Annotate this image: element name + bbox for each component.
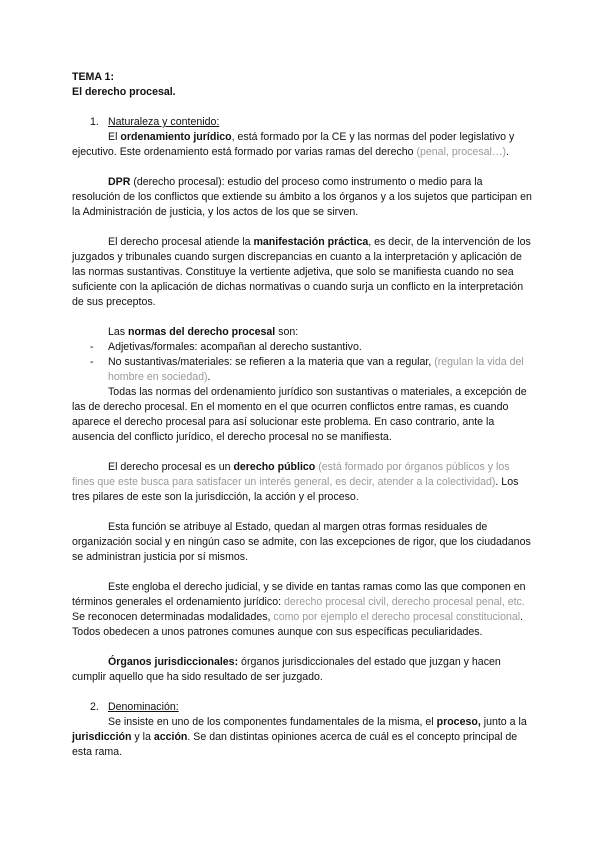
text: El <box>108 131 121 143</box>
text: órganos jurisdiccionales del estado que juzgan y hacen cumplir aquello que ha sido resultado de ser juzgado. <box>72 656 501 683</box>
text: . <box>505 146 509 158</box>
text: Las <box>108 326 129 338</box>
text: . Los tres pilares de este son la jurisdicción, la acción y el proceso. <box>72 476 519 503</box>
text: No sustantivas/materiales: se refieren a la materia que van a regular, <box>108 356 435 368</box>
paragraph-organos <box>72 655 532 685</box>
text: . Todos obedecen a unos patrones comunes aunque con sus específicas peculiaridades. <box>72 611 524 638</box>
paragraph-manifestacion <box>72 235 532 310</box>
dash-bullet: - <box>90 356 94 368</box>
bold-term: jurisdicción <box>72 731 132 743</box>
text: , está formado por la CE y las normas del poder legislativo y ejecutivo. Este ordenamiento está formado por varias ramas del derecho <box>72 131 515 158</box>
section-1-title: Naturaleza y contenido: <box>108 116 220 128</box>
text: y la <box>131 731 154 743</box>
topic-title: El derecho procesal. <box>72 86 176 98</box>
paragraph-ordenamiento <box>72 130 532 160</box>
paragraph-todas-normas: Todas las normas del ordenamiento jurídico son sustantivas o materiales, a excepción de las de derecho procesal. En el momento en el que ocurren conflictos entre ramas, es cuando aparece el derecho procesal para así solucionar este problema. En caso contrario, ante la ausencia del conflicto jurídico, el derecho procesal no se manifiesta. <box>72 386 527 443</box>
paragraph-derecho-judicial <box>72 580 532 640</box>
list-item <box>72 340 532 355</box>
section-1-number: 1. <box>90 116 99 128</box>
list-item <box>72 355 532 385</box>
text: El derecho procesal es un <box>108 461 234 473</box>
grey-note: (penal, procesal…) <box>416 146 506 158</box>
grey-note: (está formado por órganos públicos y los fines que este busca para satisfacer un interés general, es decir, atender a la colectividad) <box>72 461 510 488</box>
grey-note: derecho procesal civil, derecho procesal penal, etc. <box>284 596 525 608</box>
paragraph-funcion-estado: Esta función se atribuye al Estado, quedan al margen otras formas residuales de organización social y en ningún caso se admite, con las excepciones de rigor, que los ciudadanos se administran justicia por sí mismos. <box>72 521 531 563</box>
section-1-heading <box>90 115 532 130</box>
bold-term: DPR <box>108 176 131 188</box>
paragraph-derecho-publico <box>72 460 532 505</box>
bold-term: normas del derecho procesal <box>128 326 276 338</box>
text: son: <box>275 326 299 338</box>
section-2-heading <box>90 700 532 715</box>
section-2-title: Denominación: <box>108 701 179 713</box>
topic-number: TEMA 1: <box>72 71 114 83</box>
bold-term: proceso, <box>436 716 481 728</box>
bold-term: ordenamiento jurídico <box>120 131 232 143</box>
text: Este engloba el derecho judicial, y se divide en tantas ramas como las que componen en términos generales el ordenamiento jurídico: <box>72 581 526 608</box>
text: (derecho procesal): estudio del proceso como instrumento o medio para la resolución de los conflictos que extiende su ámbito a los órganos y a los sujetos que participan en la Administración de justicia, y los actos de los que se sirven. <box>72 176 532 218</box>
section-2-number: 2. <box>90 701 99 713</box>
paragraph-dpr <box>72 175 532 220</box>
paragraph-normas <box>72 325 532 340</box>
text: Se reconocen determinadas modalidades, <box>72 611 274 623</box>
normas-list <box>72 340 532 385</box>
text: junto a la <box>480 716 527 728</box>
text: El derecho procesal atiende la <box>108 236 254 248</box>
grey-note: (regulan la vida del hombre en sociedad) <box>108 356 524 383</box>
text: . Se dan distintas opiniones acerca de cuál es el concepto principal de esta rama. <box>72 731 518 758</box>
text: Adjetivas/formales: acompañan al derecho sustantivo. <box>108 341 362 353</box>
bold-term: manifestación práctica <box>253 236 369 248</box>
bold-term: acción <box>153 731 188 743</box>
paragraph-denominacion <box>72 715 532 760</box>
document-body <box>72 70 532 760</box>
bold-term: Órganos jurisdiccionales: <box>108 656 239 668</box>
text: , es decir, de la intervención de los juzgados y tribunales cuando surgen discrepancias en cuanto a la interpretación y aplicación de las normas sustantivas. Constituye la vertiente adjetiva, que solo se manifiesta cuando no sea suficiente con la aplicación de dichas normativas o cuando surja un conflicto en la interpretación de sus preceptos. <box>72 236 531 308</box>
dash-bullet: - <box>90 341 94 353</box>
text: Se insiste en uno de los componentes fundamentales de la misma, el <box>108 716 437 728</box>
grey-note: como por ejemplo el derecho procesal constitucional <box>273 611 521 623</box>
text: . <box>207 371 211 383</box>
bold-term: derecho público <box>233 461 316 473</box>
